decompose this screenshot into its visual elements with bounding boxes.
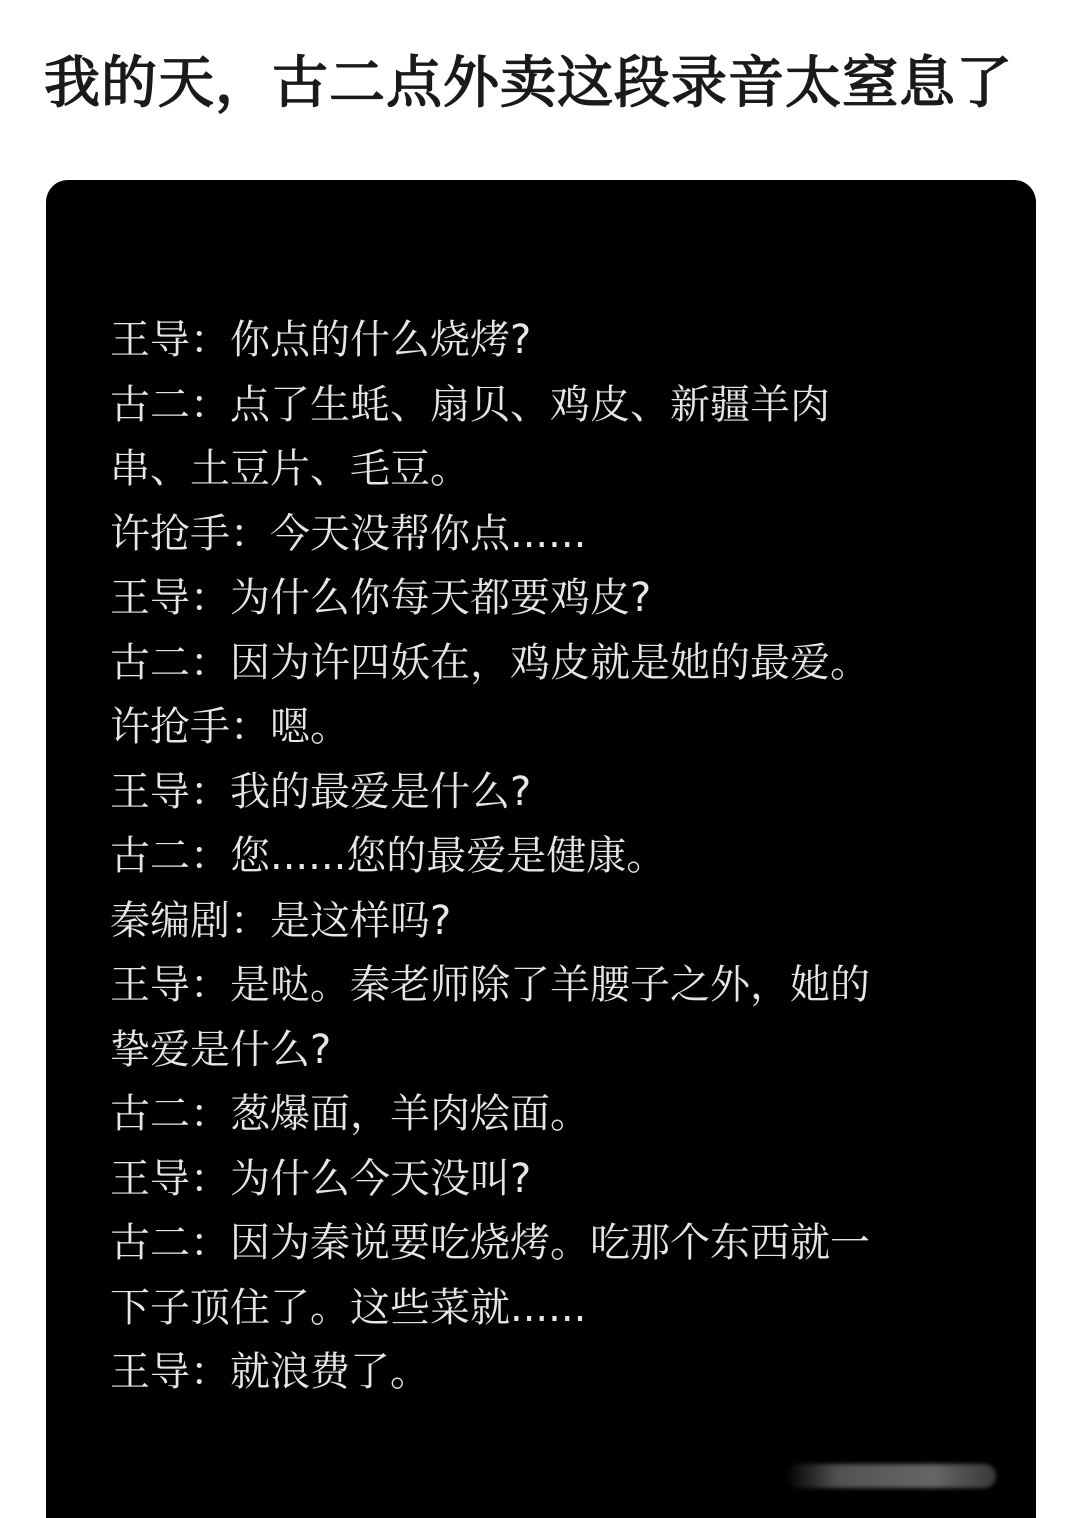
speaker-separator: ： (190, 1349, 230, 1395)
line-text: 就浪费了。 (230, 1349, 430, 1395)
line-text: 我的最爱是什么? (230, 768, 532, 815)
speaker-separator: ： (190, 575, 230, 621)
speaker-name: 王导 (110, 317, 190, 363)
speaker-separator: ： (190, 833, 230, 879)
speaker-separator: ： (230, 510, 270, 557)
dialogue-line (110, 631, 950, 696)
speaker-name: 古二 (110, 1091, 190, 1137)
dialogue-line (110, 1340, 950, 1405)
speaker-name: 古二 (110, 1220, 190, 1266)
line-text: 您......您的最爱是健康。 (230, 833, 667, 879)
line-text: 嗯。 (270, 704, 350, 750)
line-text: 葱爆面，羊肉烩面。 (230, 1091, 590, 1137)
dialogue-line (110, 760, 950, 825)
speaker-separator: ： (190, 1155, 230, 1202)
dialogue-line (110, 1082, 950, 1147)
dialogue-image[interactable] (46, 180, 1036, 1518)
speaker-separator: ： (190, 962, 230, 1008)
line-text: 点了生蚝、扇贝、鸡皮、新疆羊肉 (230, 381, 830, 428)
speaker-name: 王导 (110, 768, 190, 815)
line-text: 下子顶住了。这些菜就...... (110, 1284, 587, 1331)
speaker-separator: ： (190, 1091, 230, 1137)
speaker-separator: ： (190, 381, 230, 428)
speaker-name: 古二 (110, 639, 190, 686)
line-text: 因为许四妖在，鸡皮就是她的最爱。 (230, 639, 870, 686)
line-text: 挚爱是什么? (110, 1026, 332, 1073)
dialogue-line (110, 824, 950, 889)
speaker-name: 王导 (110, 1349, 190, 1395)
dialogue-line (110, 953, 950, 1018)
dialogue-line (110, 1147, 950, 1212)
dialogue-line (110, 373, 950, 438)
post-title: 我的天，古二点外卖这段录音太窒息了 (44, 51, 1013, 116)
blurred-watermark (786, 1464, 996, 1488)
speaker-separator: ： (190, 639, 230, 686)
speaker-name: 王导 (110, 962, 190, 1008)
speaker-name: 秦编剧 (110, 897, 230, 944)
line-text: 是哒。秦老师除了羊腰子之外，她的 (230, 962, 870, 1008)
speaker-name: 许抢手 (110, 704, 230, 750)
dialogue-line (110, 1211, 950, 1276)
speaker-name: 许抢手 (110, 510, 230, 557)
dialogue-line (110, 695, 950, 760)
speaker-name: 王导 (110, 1155, 190, 1202)
dialogue-line-continuation (110, 1018, 950, 1083)
speaker-name: 古二 (110, 833, 190, 879)
dialogue-line (110, 308, 950, 373)
speaker-name: 古二 (110, 381, 190, 428)
line-text: 为什么你每天都要鸡皮? (230, 575, 652, 621)
dialogue-line-continuation (110, 437, 950, 502)
speaker-name: 王导 (110, 575, 190, 621)
speaker-separator: ： (190, 768, 230, 815)
line-text: 你点的什么烧烤? (230, 317, 532, 363)
line-text: 是这样吗? (270, 897, 452, 944)
line-text: 因为秦说要吃烧烤。吃那个东西就一 (230, 1220, 870, 1266)
speaker-separator: ： (190, 1220, 230, 1266)
dialogue-line (110, 889, 950, 954)
line-text: 为什么今天没叫? (230, 1155, 532, 1202)
dialogue-transcript (110, 308, 950, 1405)
dialogue-line (110, 566, 950, 631)
dialogue-line (110, 502, 950, 567)
line-text: 串、土豆片、毛豆。 (110, 446, 470, 492)
speaker-separator: ： (230, 897, 270, 944)
line-text: 今天没帮你点...... (270, 510, 587, 557)
dialogue-line-continuation (110, 1276, 950, 1341)
speaker-separator: ： (230, 704, 270, 750)
speaker-separator: ： (190, 317, 230, 363)
